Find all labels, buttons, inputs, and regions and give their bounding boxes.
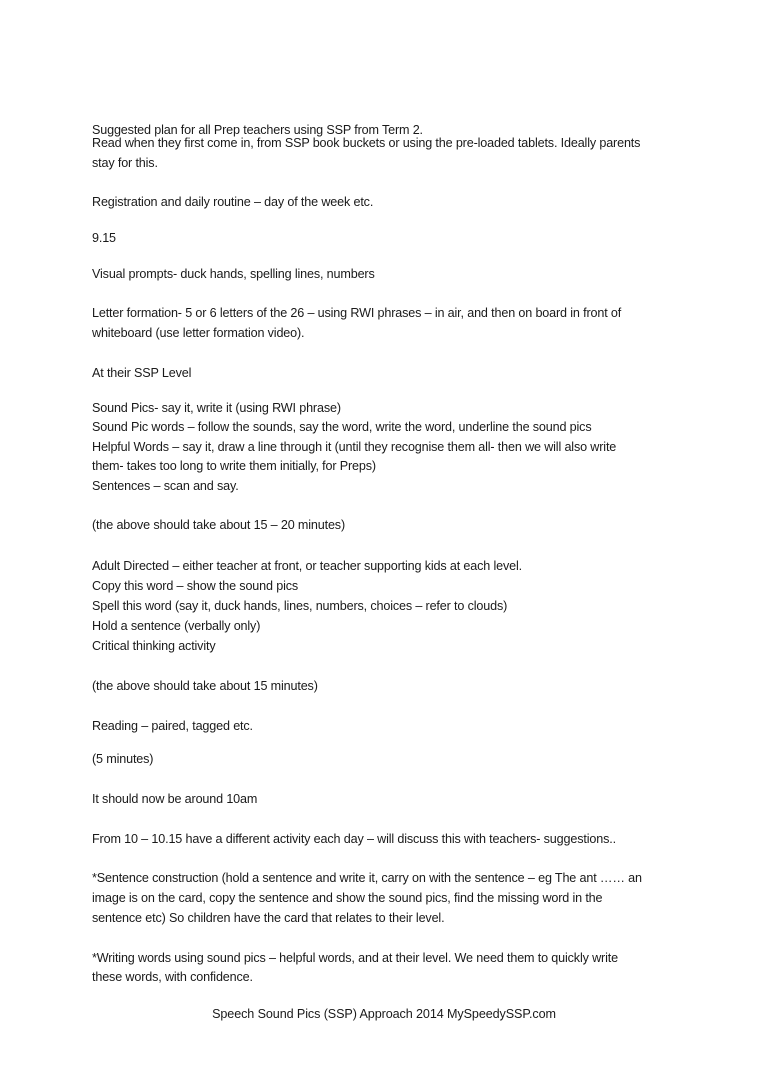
- page-footer: Speech Sound Pics (SSP) Approach 2014 MySpeedySSP.com: [212, 1007, 556, 1021]
- paragraph-line: Letter formation- 5 or 6 letters of the 26 – using RWI phrases – in air, and then on board in front of: [92, 306, 622, 320]
- list-item: Sentences – scan and say.: [92, 479, 239, 493]
- paragraph-line: stay for this.: [92, 156, 158, 170]
- list-item: Adult Directed – either teacher at front, or teacher supporting kids at each level.: [92, 559, 522, 573]
- section-heading: At their SSP Level: [92, 366, 192, 380]
- bullet-paragraph-line: *Writing words using sound pics – helpful words, and at their level. We need them to quickly write: [92, 951, 618, 965]
- duration-note: (the above should take about 15 minutes): [92, 679, 318, 693]
- list-item: Copy this word – show the sound pics: [92, 579, 299, 593]
- bullet-paragraph-line: *Sentence construction (hold a sentence and write it, carry on with the sentence – eg The ant …… an: [92, 871, 642, 885]
- list-item: Critical thinking activity: [92, 639, 216, 653]
- bullet-paragraph-line: sentence etc) So children have the card that relates to their level.: [92, 911, 445, 925]
- document-title-line: Suggested plan for all Prep teachers using SSP from Term 2.: [92, 123, 423, 137]
- paragraph-line: whiteboard (use letter formation video).: [92, 326, 305, 340]
- time-label: 9.15: [92, 231, 116, 245]
- bullet-paragraph-line: these words, with confidence.: [92, 970, 253, 984]
- paragraph-line: Read when they first come in, from SSP book buckets or using the pre-loaded tablets. Ideally parents: [92, 136, 641, 150]
- paragraph-line: Reading – paired, tagged etc.: [92, 719, 253, 733]
- list-item: Sound Pics- say it, write it (using RWI phrase): [92, 401, 341, 415]
- list-item: Helpful Words – say it, draw a line through it (until they recognise them all- then we will also write: [92, 440, 617, 454]
- list-item: Spell this word (say it, duck hands, lines, numbers, choices – refer to clouds): [92, 599, 508, 613]
- duration-note: (5 minutes): [92, 752, 154, 766]
- bullet-paragraph-line: image is on the card, copy the sentence and show the sound pics, find the missing word in the: [92, 891, 603, 905]
- paragraph-line: Visual prompts- duck hands, spelling lines, numbers: [92, 267, 375, 281]
- paragraph-line: Registration and daily routine – day of the week etc.: [92, 195, 374, 209]
- paragraph-line: From 10 – 10.15 have a different activity each day – will discuss this with teachers- suggestions..: [92, 832, 616, 846]
- list-item: Hold a sentence (verbally only): [92, 619, 261, 633]
- duration-note: (the above should take about 15 – 20 minutes): [92, 518, 345, 532]
- list-item: them- takes too long to write them initially, for Preps): [92, 459, 376, 473]
- paragraph-line: It should now be around 10am: [92, 792, 258, 806]
- list-item: Sound Pic words – follow the sounds, say the word, write the word, underline the sound pics: [92, 420, 592, 434]
